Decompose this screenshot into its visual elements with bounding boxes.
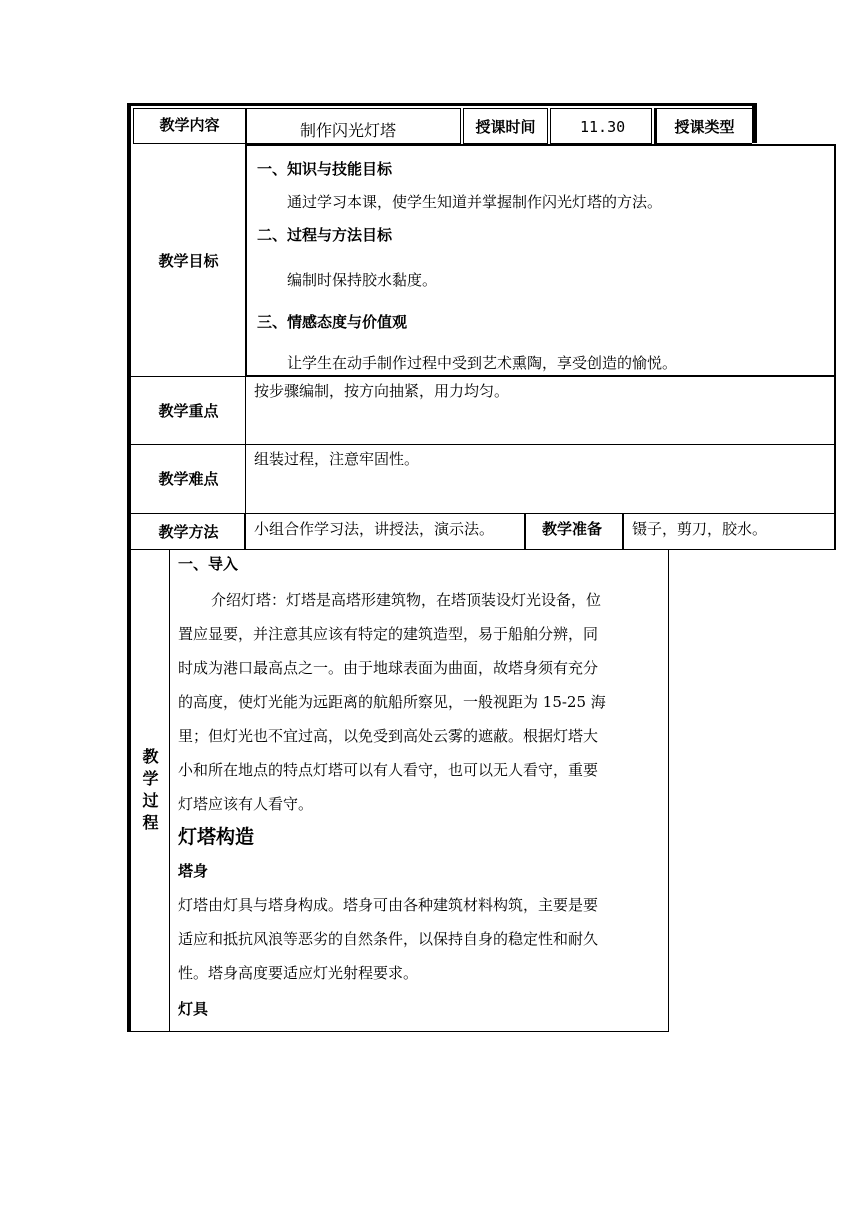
header-right-border xyxy=(752,103,757,143)
intro-line-5: 里；但灯光也不宜过高，以免受到高处云雾的遮蔽。根据灯塔大 xyxy=(178,727,599,745)
structure-heading: 灯塔构造 xyxy=(178,826,255,848)
prep-label: 教学准备 xyxy=(541,519,602,538)
intro-line-3: 时成为港口最高点之一。由于地球表面为曲面，故塔身须有充分 xyxy=(178,659,599,677)
methods-label: 教学方法 xyxy=(158,523,219,541)
difficulties-text: 组装过程，注意牢固性。 xyxy=(254,450,420,468)
objectives-heading-2: 二、过程与方法目标 xyxy=(257,226,393,244)
intro-line-6: 小和所在地点的特点灯塔可以有人看守，也可以无人看守，重要 xyxy=(178,761,599,779)
tower-paragraph xyxy=(178,888,662,990)
process-label-char-3: 过 xyxy=(142,791,159,810)
objectives-text-2: 编制时保持胶水黏度。 xyxy=(287,271,438,289)
lamp-heading: 灯具 xyxy=(178,1000,209,1018)
intro-line-1: 介绍灯塔：灯塔是高塔形建筑物，在塔顶装设灯光设备，位 xyxy=(211,591,602,609)
process-label xyxy=(131,746,170,834)
header-label-type: 授课类型 xyxy=(674,117,735,136)
keypoints-text: 按步骤编制，按方向抽紧，用力均匀。 xyxy=(254,382,510,400)
prep-text: 镊子，剪刀，胶水。 xyxy=(632,520,768,538)
header-label-content: 教学内容 xyxy=(159,115,220,134)
difficulties-label: 教学难点 xyxy=(158,469,219,488)
header-content: 制作闪光灯塔 xyxy=(300,121,397,140)
objectives-heading-3: 三、情感态度与价值观 xyxy=(257,313,408,331)
process-label-char-1: 教 xyxy=(142,747,159,766)
tower-heading: 塔身 xyxy=(178,862,209,880)
intro-line-4: 的高度，使灯光能为远距离的航船所察见，一般视距为 15-25 海 xyxy=(178,693,606,711)
objectives-text-3: 让学生在动手制作过程中受到艺术熏陶，享受创造的愉悦。 xyxy=(287,354,678,372)
intro-line-7: 灯塔应该有人看守。 xyxy=(178,795,314,813)
objectives-text-1: 通过学习本课，使学生知道并掌握制作闪光灯塔的方法。 xyxy=(287,193,663,211)
tower-line-2: 适应和抵抗风浪等恶劣的自然条件，以保持自身的稳定性和耐久 xyxy=(178,930,599,948)
tower-line-3: 性。塔身高度要适应灯光射程要求。 xyxy=(178,964,419,982)
objectives-heading-1: 一、知识与技能目标 xyxy=(257,160,393,178)
intro-line-2: 置应显要，并注意其应该有特定的建筑造型，易于船舶分辨，同 xyxy=(178,625,599,643)
keypoints-label: 教学重点 xyxy=(158,401,219,420)
objectives-label: 教学目标 xyxy=(158,251,219,270)
intro-paragraph xyxy=(178,583,662,821)
header-time: 11.30 xyxy=(580,118,626,136)
tower-line-1: 灯塔由灯具与塔身构成。塔身可由各种建筑材料构筑，主要是要 xyxy=(178,896,599,914)
process-label-char-2: 学 xyxy=(142,769,159,788)
header-label-time: 授课时间 xyxy=(475,117,536,136)
intro-heading: 一、导入 xyxy=(178,555,239,573)
process-label-char-4: 程 xyxy=(142,813,159,832)
table-top-border xyxy=(127,103,757,106)
methods-text: 小组合作学习法，讲授法，演示法。 xyxy=(254,520,495,538)
